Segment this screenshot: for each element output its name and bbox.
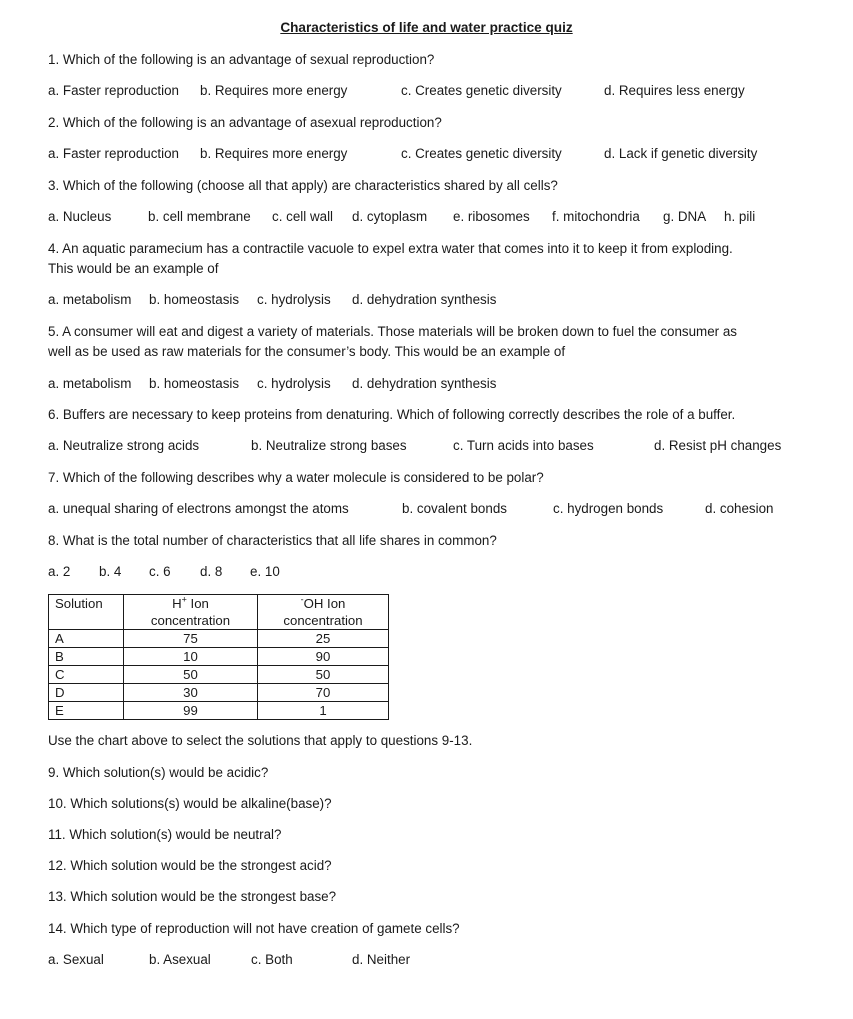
question-9-text: 9. Which solution(s) would be acidic? bbox=[48, 765, 269, 780]
q8-option-b[interactable]: b. 4 bbox=[99, 564, 122, 579]
cell-h-ion: 50 bbox=[124, 666, 258, 684]
table-row bbox=[49, 648, 389, 666]
q4-option-d[interactable]: d. dehydration synthesis bbox=[352, 292, 497, 307]
q3-option-d[interactable]: d. cytoplasm bbox=[352, 209, 428, 224]
q6-option-b[interactable]: b. Neutralize strong bases bbox=[251, 438, 407, 453]
q14-option-d[interactable]: d. Neither bbox=[352, 952, 411, 967]
q14-option-b[interactable]: b. Asexual bbox=[149, 952, 211, 967]
q7-option-d[interactable]: d. cohesion bbox=[705, 501, 774, 516]
cell-oh-ion: 90 bbox=[258, 648, 389, 666]
q1-option-d[interactable]: d. Requires less energy bbox=[604, 83, 745, 98]
cell-oh-ion: 1 bbox=[258, 702, 389, 720]
q2-option-c[interactable]: c. Creates genetic diversity bbox=[401, 146, 562, 161]
q4-option-a[interactable]: a. metabolism bbox=[48, 292, 132, 307]
question-7-text: 7. Which of the following describes why a water molecule is considered to be polar? bbox=[48, 470, 544, 485]
q4-option-b[interactable]: b. homeostasis bbox=[149, 292, 240, 307]
q4-option-c[interactable]: c. hydrolysis bbox=[257, 292, 331, 307]
q5-option-c[interactable]: c. hydrolysis bbox=[257, 376, 331, 391]
table-row bbox=[49, 684, 389, 702]
table-row bbox=[49, 666, 389, 684]
question-2-text: 2. Which of the following is an advantage of asexual reproduction? bbox=[48, 115, 442, 130]
header-h-ion bbox=[124, 595, 258, 630]
question-1-text: 1. Which of the following is an advantage of sexual reproduction? bbox=[48, 52, 435, 67]
cell-solution: B bbox=[49, 648, 124, 666]
q1-option-b[interactable]: b. Requires more energy bbox=[200, 83, 348, 98]
q6-option-d[interactable]: d. Resist pH changes bbox=[654, 438, 782, 453]
oh-ion-charge: - bbox=[300, 594, 304, 605]
h-ion-label: Ion bbox=[186, 596, 209, 611]
q5-option-d[interactable]: d. dehydration synthesis bbox=[352, 376, 497, 391]
q7-option-b[interactable]: b. covalent bonds bbox=[402, 501, 507, 516]
cell-solution: E bbox=[49, 702, 124, 720]
q2-option-a[interactable]: a. Faster reproduction bbox=[48, 146, 179, 161]
cell-oh-ion: 70 bbox=[258, 684, 389, 702]
cell-solution: C bbox=[49, 666, 124, 684]
table-header-row bbox=[49, 595, 389, 630]
q6-option-c[interactable]: c. Turn acids into bases bbox=[453, 438, 594, 453]
table-row bbox=[49, 630, 389, 648]
q3-option-b[interactable]: b. cell membrane bbox=[148, 209, 251, 224]
cell-h-ion: 10 bbox=[124, 648, 258, 666]
q1-option-a[interactable]: a. Faster reproduction bbox=[48, 83, 179, 98]
question-10-text: 10. Which solutions(s) would be alkaline(base)? bbox=[48, 796, 332, 811]
question-4-text-line2: This would be an example of bbox=[48, 261, 219, 276]
question-12-text: 12. Which solution would be the strongest acid? bbox=[48, 858, 332, 873]
q8-option-a[interactable]: a. 2 bbox=[48, 564, 71, 579]
q3-option-a[interactable]: a. Nucleus bbox=[48, 209, 112, 224]
q3-option-g[interactable]: g. DNA bbox=[663, 209, 707, 224]
oh-ion-label: OH Ion bbox=[303, 596, 346, 611]
q2-option-d[interactable]: d. Lack if genetic diversity bbox=[604, 146, 758, 161]
cell-solution: A bbox=[49, 630, 124, 648]
h-ion-symbol: H bbox=[172, 596, 182, 611]
question-14-text: 14. Which type of reproduction will not have creation of gamete cells? bbox=[48, 921, 460, 936]
header-oh-ion bbox=[258, 595, 389, 630]
q2-option-b[interactable]: b. Requires more energy bbox=[200, 146, 348, 161]
q6-option-a[interactable]: a. Neutralize strong acids bbox=[48, 438, 200, 453]
h-ion-charge: + bbox=[181, 594, 187, 605]
ph-concentration-table bbox=[48, 594, 389, 720]
oh-ion-subtitle: concentration bbox=[283, 613, 363, 628]
q3-option-c[interactable]: c. cell wall bbox=[272, 209, 334, 224]
cell-solution: D bbox=[49, 684, 124, 702]
cell-h-ion: 75 bbox=[124, 630, 258, 648]
question-11-text: 11. Which solution(s) would be neutral? bbox=[48, 827, 282, 842]
q3-option-h[interactable]: h. pili bbox=[724, 209, 756, 224]
q5-option-a[interactable]: a. metabolism bbox=[48, 376, 132, 391]
q7-option-a[interactable]: a. unequal sharing of electrons amongst the atoms bbox=[48, 501, 349, 516]
question-4-text-line1: 4. An aquatic paramecium has a contractile vacuole to expel extra water that comes into it to keep it from exploding. bbox=[48, 241, 733, 256]
q14-option-c[interactable]: c. Both bbox=[251, 952, 293, 967]
table-row bbox=[49, 702, 389, 720]
table-instruction: Use the chart above to select the solutions that apply to questions 9-13. bbox=[48, 733, 473, 748]
q8-option-e[interactable]: e. 10 bbox=[250, 564, 280, 579]
page-title: Characteristics of life and water practice quiz bbox=[280, 20, 573, 35]
question-5-text-line2: well as be used as raw materials for the consumer’s body. This would be an example of bbox=[48, 344, 566, 359]
q3-option-e[interactable]: e. ribosomes bbox=[453, 209, 530, 224]
q7-option-c[interactable]: c. hydrogen bonds bbox=[553, 501, 664, 516]
cell-h-ion: 30 bbox=[124, 684, 258, 702]
header-solution: Solution bbox=[49, 595, 124, 630]
q3-option-f[interactable]: f. mitochondria bbox=[552, 209, 640, 224]
question-3-text: 3. Which of the following (choose all that apply) are characteristics shared by all cells? bbox=[48, 178, 558, 193]
q14-option-a[interactable]: a. Sexual bbox=[48, 952, 104, 967]
cell-oh-ion: 25 bbox=[258, 630, 389, 648]
question-5-text-line1: 5. A consumer will eat and digest a variety of materials. Those materials will be broken down to fuel the consumer as bbox=[48, 324, 737, 339]
question-6-text: 6. Buffers are necessary to keep proteins from denaturing. Which of following correctly describes the role of a buffer. bbox=[48, 407, 736, 422]
q5-option-b[interactable]: b. homeostasis bbox=[149, 376, 240, 391]
cell-h-ion: 99 bbox=[124, 702, 258, 720]
h-ion-subtitle: concentration bbox=[150, 613, 231, 628]
q8-option-d[interactable]: d. 8 bbox=[200, 564, 223, 579]
cell-oh-ion: 50 bbox=[258, 666, 389, 684]
q1-option-c[interactable]: c. Creates genetic diversity bbox=[401, 83, 562, 98]
question-13-text: 13. Which solution would be the strongest base? bbox=[48, 889, 337, 904]
question-8-text: 8. What is the total number of characteristics that all life shares in common? bbox=[48, 533, 497, 548]
q8-option-c[interactable]: c. 6 bbox=[149, 564, 171, 579]
